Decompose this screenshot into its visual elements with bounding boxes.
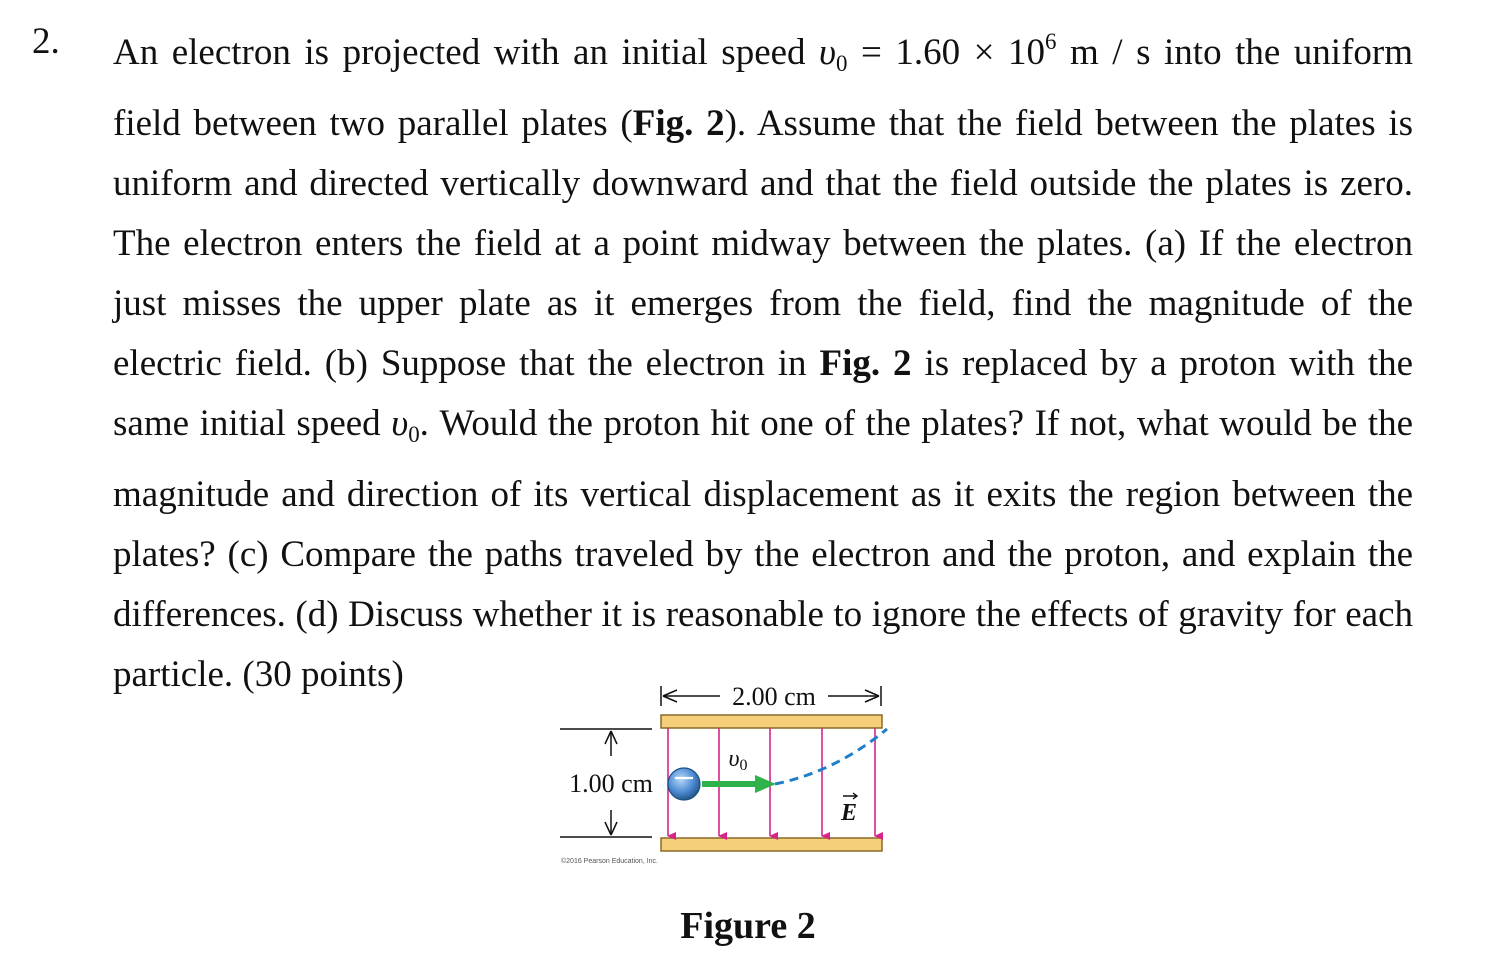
height-label: 1.00 cm (569, 769, 653, 798)
height-dimension (560, 729, 653, 837)
question-text-part-1: An electron is projected with an initial speed (113, 31, 820, 73)
question-text-part-3: ). Assume that the field between the plates is uniform and directed vertically downward and that the field outside the plates is zero. The electron enters the field at a point midway between the plates. (a) If the electron just misses the upper plate as it emerges from the field, find the magnitude of the electric field. (b) Suppose that the electron in (113, 102, 1413, 384)
question-text (113, 12, 1413, 705)
figure-credit: ©2016 Pearson Education, Inc. (561, 858, 658, 865)
question-text-part-4: is replaced by a proton with the same initial speed (113, 342, 1413, 444)
figure-reference-2: Fig. 2 (819, 342, 912, 384)
figure-reference-1: Fig. 2 (632, 102, 725, 144)
field-label-group (840, 793, 857, 826)
velocity-label: υ0 (728, 746, 748, 774)
lower-plate (661, 838, 882, 851)
v0-symbol-2 (391, 402, 420, 447)
field-label: E (840, 800, 858, 826)
speed-equation: = 1.60 × 10 (847, 31, 1046, 73)
electron-trajectory (775, 729, 887, 784)
parallel-plates-figure (550, 676, 900, 876)
upper-plate (661, 715, 882, 728)
width-label: 2.00 cm (732, 682, 816, 711)
speed-unit: m / s (1056, 31, 1151, 73)
question-number: 2. (32, 21, 60, 62)
v-subscript-2: 0 (408, 421, 420, 447)
vector-arrow-icon (843, 793, 857, 799)
v0-symbol (819, 31, 848, 76)
v-symbol-2: υ (391, 402, 409, 444)
width-dimension (661, 682, 881, 711)
v-subscript: 0 (836, 50, 848, 76)
v-symbol: υ (819, 31, 837, 73)
electron (668, 768, 700, 800)
figure-caption: Figure 2 (680, 905, 816, 947)
speed-exponent: 6 (1045, 29, 1057, 54)
question-text-part-2: into the uniform field between two parallel plates ( (113, 31, 1413, 144)
question-text-part-5: . Would the proton hit one of the plates? If not, what would be the magnitude and direction of its vertical displacement as it exits the region between the plates? (c) Compare the paths traveled by the electron and the proton, and explain the differences. (d) Discuss whether it is reasonable to ignore the effects of gravity for each particle. (30 points) (113, 402, 1413, 695)
velocity-arrow (702, 775, 776, 793)
